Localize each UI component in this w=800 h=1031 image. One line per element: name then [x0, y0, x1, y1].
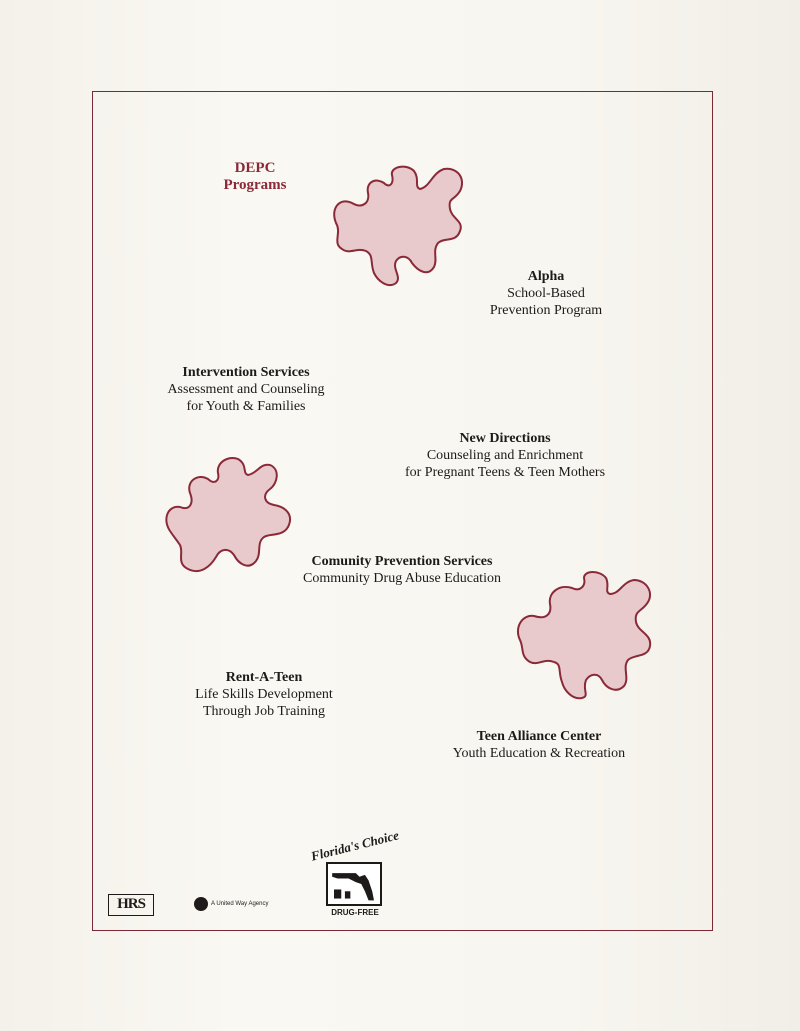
- title-line-1: DEPC: [234, 160, 276, 176]
- program-line: for Pregnant Teens & Teen Mothers: [404, 465, 606, 480]
- program-name: Teen Alliance Center: [476, 729, 602, 744]
- program-name: New Directions: [459, 431, 551, 446]
- program-name: Rent-A-Teen: [225, 670, 303, 685]
- program-rent-a-teen: [164, 669, 364, 720]
- florida-silhouette-icon: [326, 862, 382, 906]
- program-line: Assessment and Counseling: [167, 382, 325, 397]
- drug-free-label: DRUG-FREE: [331, 908, 379, 917]
- puzzle-piece-icon: [160, 453, 295, 578]
- title-line-2: Programs: [223, 177, 287, 193]
- program-name: Comunity Prevention Services: [311, 554, 493, 569]
- program-line: for Youth & Families: [186, 399, 306, 414]
- united-way-logo: [194, 897, 268, 911]
- program-community-prevention-services: [280, 553, 524, 587]
- program-line: Through Job Training: [202, 704, 326, 719]
- program-name: Intervention Services: [182, 365, 310, 380]
- hrs-logo: HRS: [108, 894, 154, 916]
- program-new-directions: [383, 430, 627, 481]
- page-title: [200, 160, 310, 194]
- floridas-choice-script: Florida's Choice: [309, 827, 401, 864]
- program-alpha: [446, 268, 646, 319]
- program-line: Youth Education & Recreation: [452, 746, 626, 761]
- program-intervention-services: [146, 364, 346, 415]
- program-name: Alpha: [527, 269, 565, 284]
- puzzle-piece-icon: [514, 570, 656, 700]
- program-line: Life Skills Development: [195, 687, 333, 702]
- program-line: Prevention Program: [489, 303, 603, 318]
- united-way-label: A United Way Agency: [211, 901, 269, 907]
- program-line: Community Drug Abuse Education: [303, 571, 501, 586]
- program-line: Counseling and Enrichment: [426, 448, 584, 463]
- program-line: School-Based: [507, 286, 585, 301]
- united-way-icon: [194, 897, 208, 911]
- program-teen-alliance-center: [428, 728, 650, 762]
